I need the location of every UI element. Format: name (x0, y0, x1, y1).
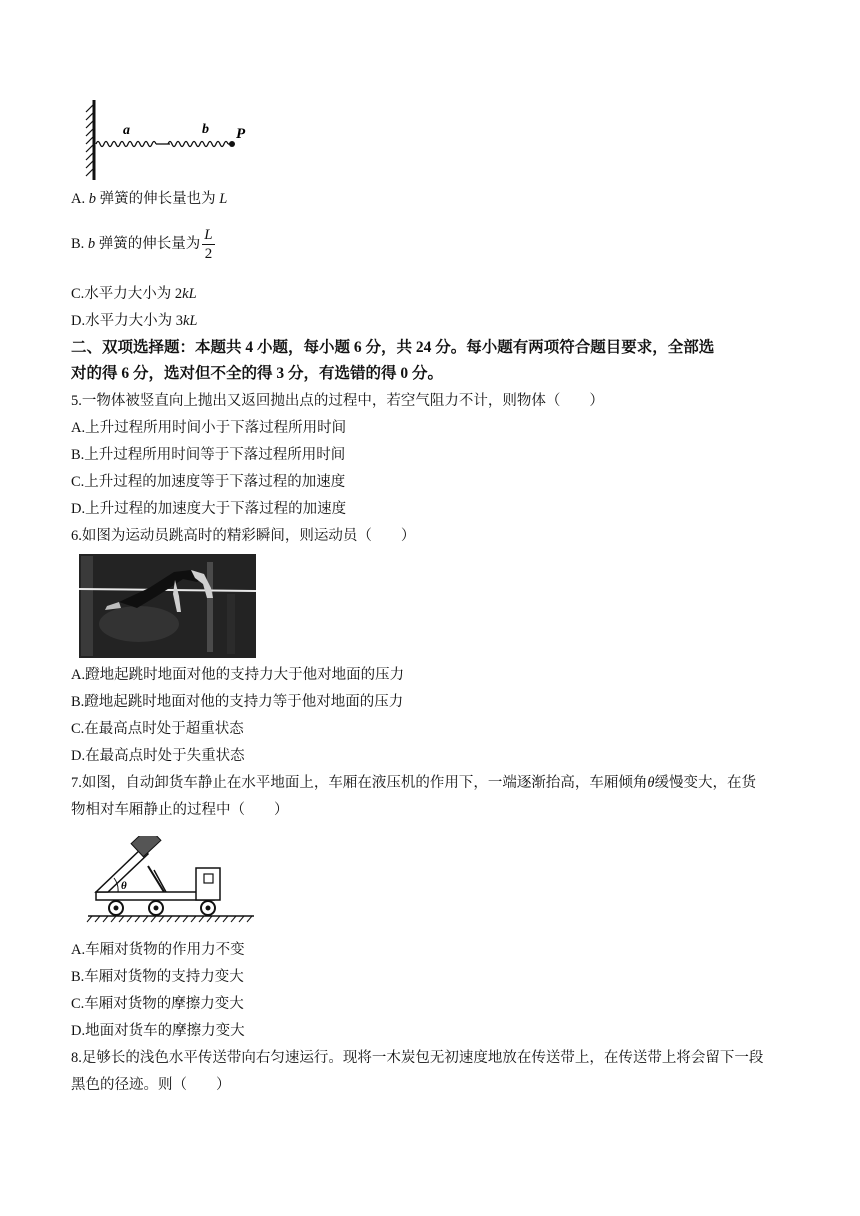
q4-option-c: C.水平力大小为 2kL (71, 286, 197, 302)
q5-option-c: C.上升过程的加速度等于下落过程的加速度 (71, 474, 346, 490)
q4-option-b: B. b 弹簧的伸长量为 $\frac{L}{2}$ (71, 227, 213, 262)
spring-label-p: P (236, 126, 246, 142)
q5-option-d: D.上升过程的加速度大于下落过程的加速度 (71, 501, 347, 517)
q8-stem-line2: 黑色的径迹。则（ ） (71, 1077, 231, 1093)
q6-option-b: B.蹬地起跳时地面对他的支持力等于他对地面的压力 (71, 694, 404, 710)
q6-option-d: D.在最高点时处于失重状态 (71, 748, 245, 764)
q6-stem: 6.如图为运动员跳高时的精彩瞬间，则运动员（ ） (71, 528, 416, 544)
q5-option-b: B.上升过程所用时间等于下落过程所用时间 (71, 447, 346, 463)
spring-label-a: a (123, 123, 130, 138)
q7-option-d: D.地面对货车的摩擦力变大 (71, 1023, 245, 1039)
section2-heading-line2: 对的得 6 分，选对但不全的得 3 分，有选错的得 0 分。 (71, 365, 444, 382)
spring-b (168, 142, 228, 147)
theta-label: θ (121, 880, 127, 892)
section2-heading-line1: 二、双项选择题：本题共 4 小题，每小题 6 分，共 24 分。每小题有两项符合题目要求，全部选 (71, 339, 715, 356)
q5-stem: 5.一物体被竖直向上抛出又返回抛出点的过程中，若空气阻力不计，则物体（ ） (71, 393, 604, 409)
q7-stem-line1: 7.如图，自动卸货车静止在水平地面上，车厢在液压机的作用下，一端逐渐抬高，车厢倾角θ缓慢变大，在货 (71, 775, 756, 791)
q7-option-a: A.车厢对货物的作用力不变 (71, 942, 245, 958)
q5-option-a: A.上升过程所用时间小于下落过程所用时间 (71, 420, 347, 436)
q6-option-c: C.在最高点时处于超重状态 (71, 721, 244, 737)
spring-label-b: b (202, 122, 209, 137)
q7-stem-line2: 物相对车厢静止的过程中（ ） (71, 802, 289, 818)
spring-diagram (80, 98, 260, 183)
q7-option-c: C.车厢对货物的摩擦力变大 (71, 996, 244, 1012)
fraction-l-over-2: $\frac{L}{2}$ (204, 227, 213, 262)
point-p (229, 141, 235, 147)
q4-option-a: A. b 弹簧的伸长量也为 L (71, 191, 228, 207)
truck-cab (196, 868, 220, 900)
spring-a (96, 142, 156, 147)
q8-stem-line1: 8.足够长的浅色水平传送带向右匀速运行。现将一木炭包无初速度地放在传送带上，在传送带上将会留下一段 (71, 1050, 764, 1066)
high-jump-photo (79, 554, 256, 658)
dump-truck-diagram (86, 836, 256, 926)
q4-option-d: D.水平力大小为 3kL (71, 313, 198, 329)
q7-option-b: B.车厢对货物的支持力变大 (71, 969, 244, 985)
q6-option-a: A.蹬地起跳时地面对他的支持力大于他对地面的压力 (71, 667, 405, 683)
